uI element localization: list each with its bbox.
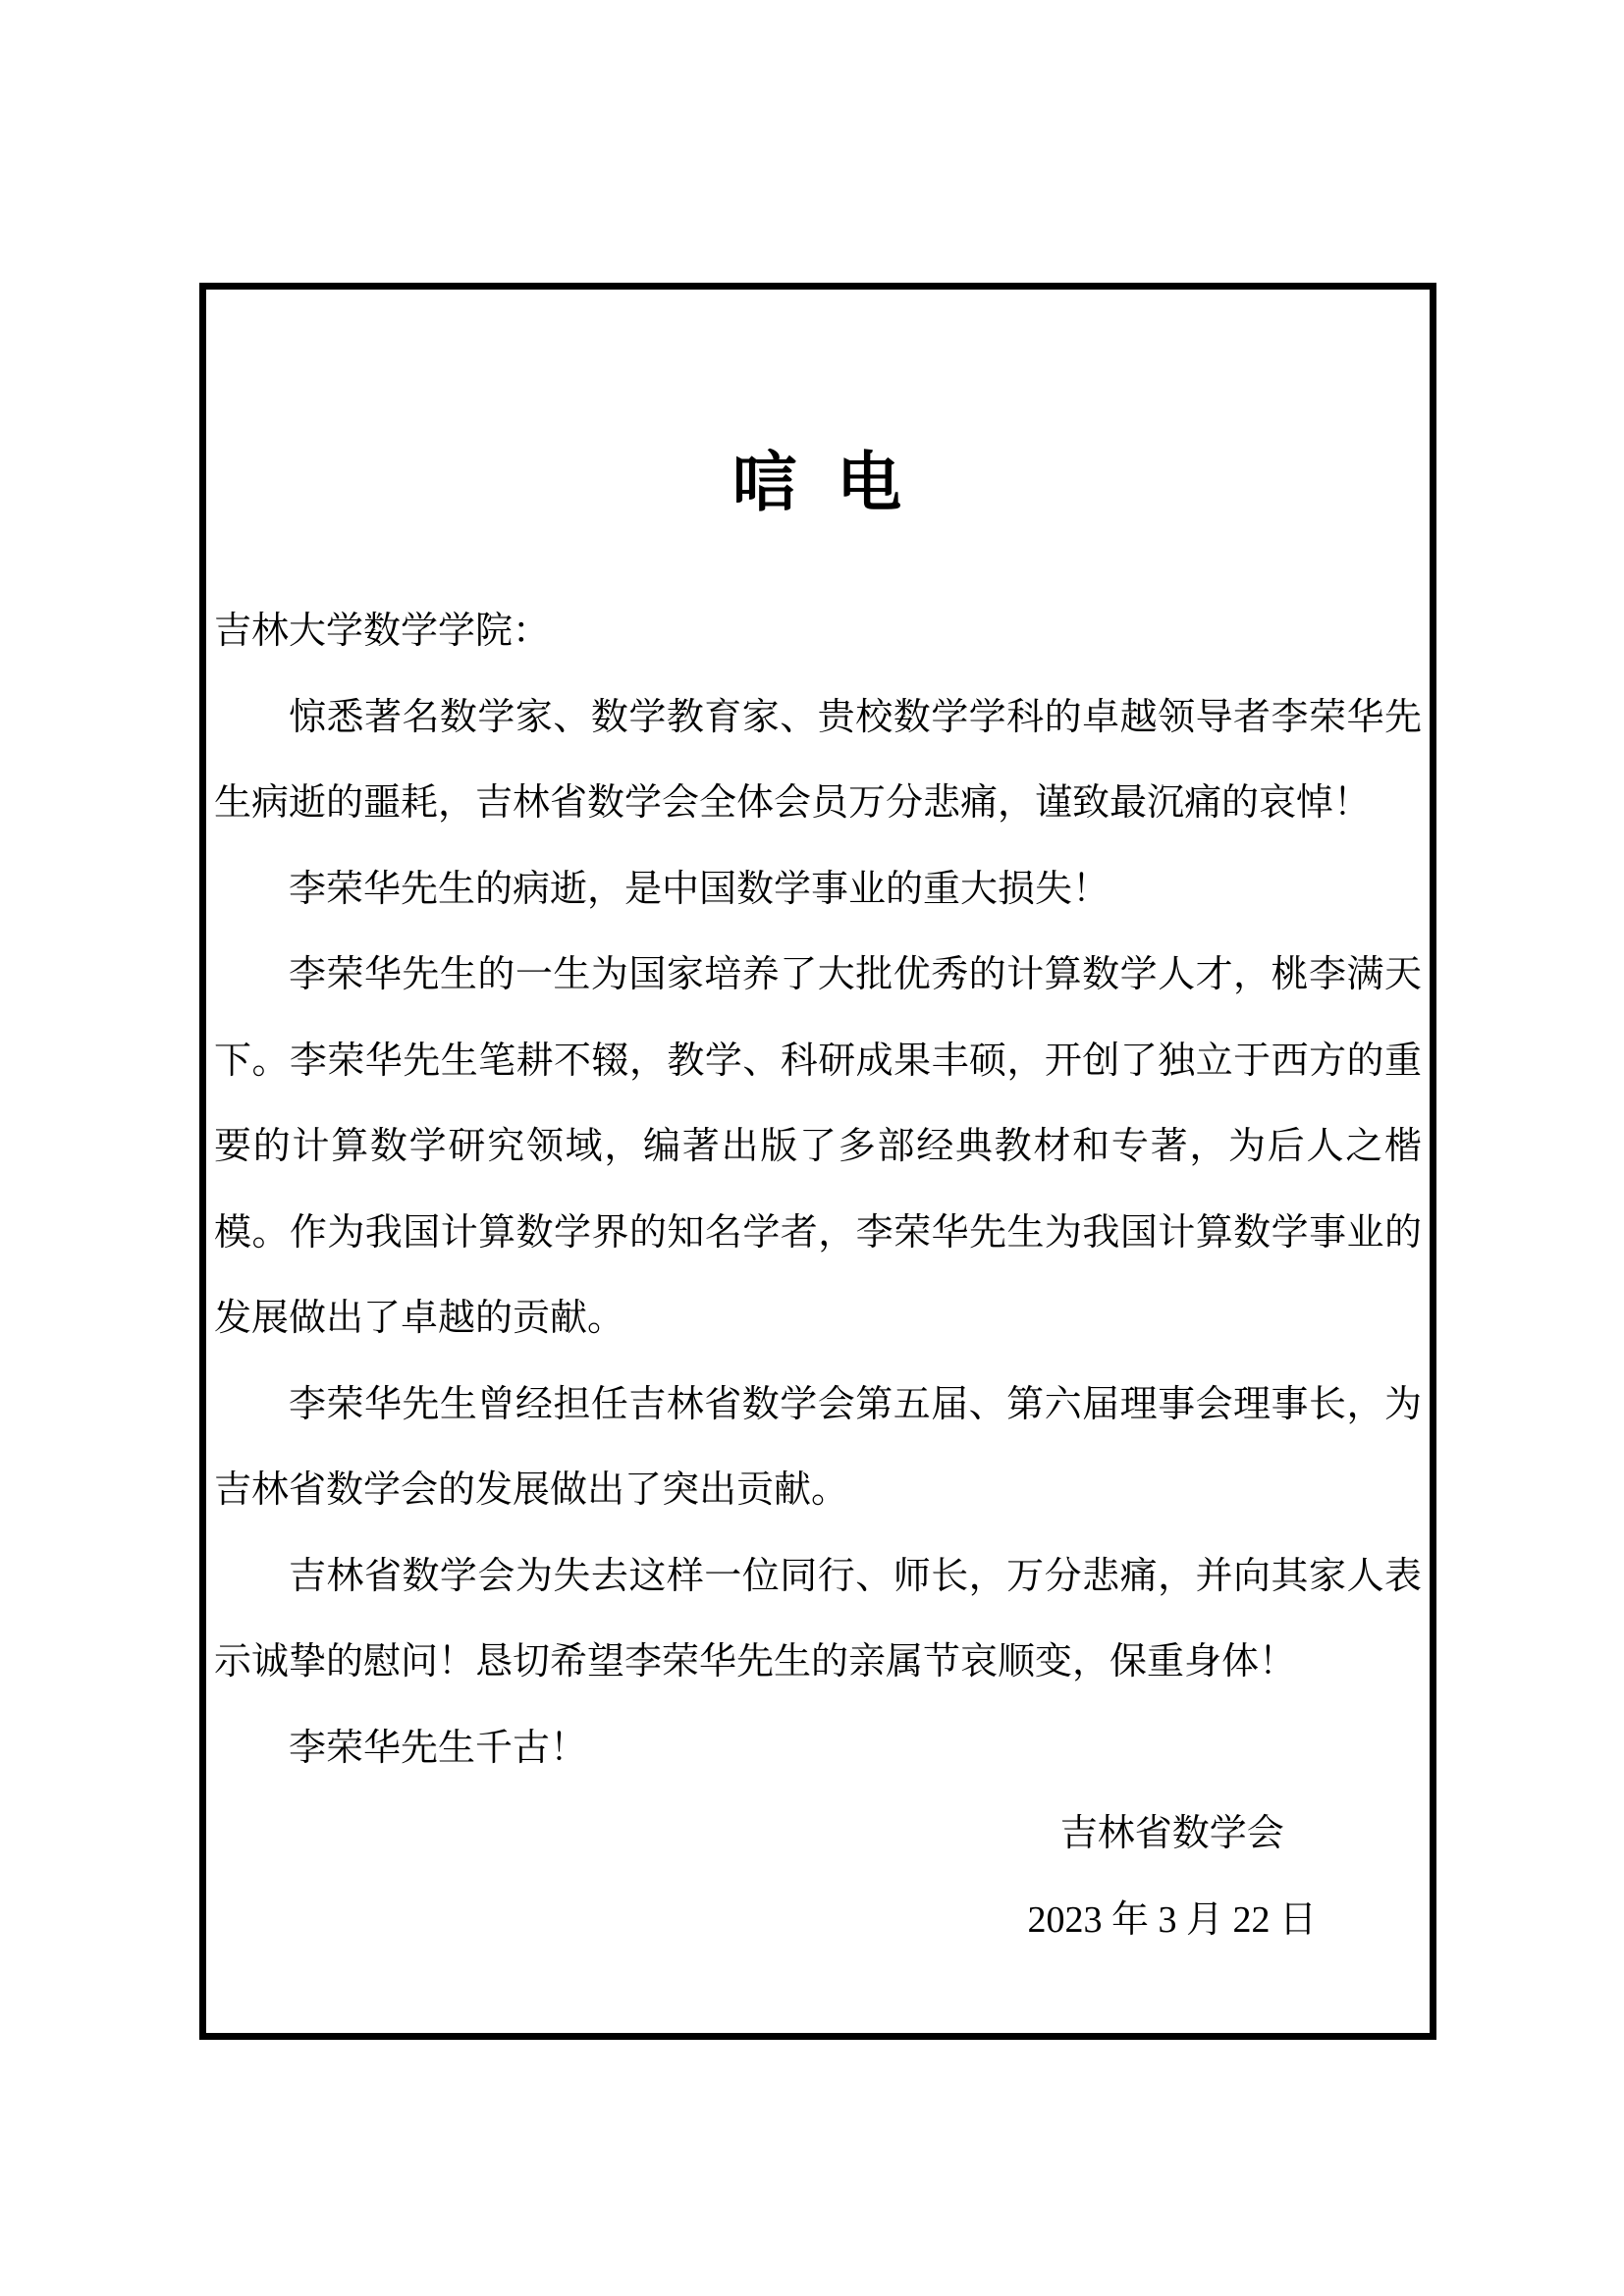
paragraph-sympathy-to-family: 吉林省数学会为失去这样一位同行、师长，万分悲痛，并向其家人表示诚挚的慰问！恳切希望李荣华先生的亲属节哀顺变，保重身体！	[214, 1555, 1422, 1682]
signature-organization: 吉林省数学会	[1059, 1813, 1284, 1854]
paragraph-great-loss: 李荣华先生的病逝，是中国数学事业的重大损失！	[289, 868, 1110, 910]
paragraph-condolence-news: 惊悉著名数学家、数学教育家、贵校数学学科的卓越领导者李荣华先生病逝的噩耗，吉林省数学会全体会员万分悲痛，谨致最沉痛的哀悼！	[214, 696, 1422, 824]
signature-block	[1027, 1791, 1317, 1963]
document-body	[214, 589, 1422, 1963]
paragraph-society-chairman: 李荣华先生曾经担任吉林省数学会第五届、第六届理事会理事长，为吉林省数学会的发展做出了突出贡献。	[214, 1383, 1422, 1511]
salutation-line: 吉林大学数学学院：	[214, 611, 551, 652]
signature-date: 2023 年 3 月 22 日	[1027, 1898, 1317, 1941]
paragraph-life-achievements: 李荣华先生的一生为国家培养了大批优秀的计算数学人才，桃李满天下。李荣华先生笔耕不辍，教学、科研成果丰硕，开创了独立于西方的重要的计算数学研究领域，编著出版了多部经典教材和专著，为后人之楷模。作为我国计算数学界的知名学者，李荣华先生为我国计算数学事业的发展做出了卓越的贡献。	[214, 954, 1422, 1339]
document-border-frame	[199, 283, 1436, 2040]
document-title: 唁 电	[731, 448, 904, 520]
paragraph-eternal-rest: 李荣华先生千古！	[289, 1727, 588, 1769]
